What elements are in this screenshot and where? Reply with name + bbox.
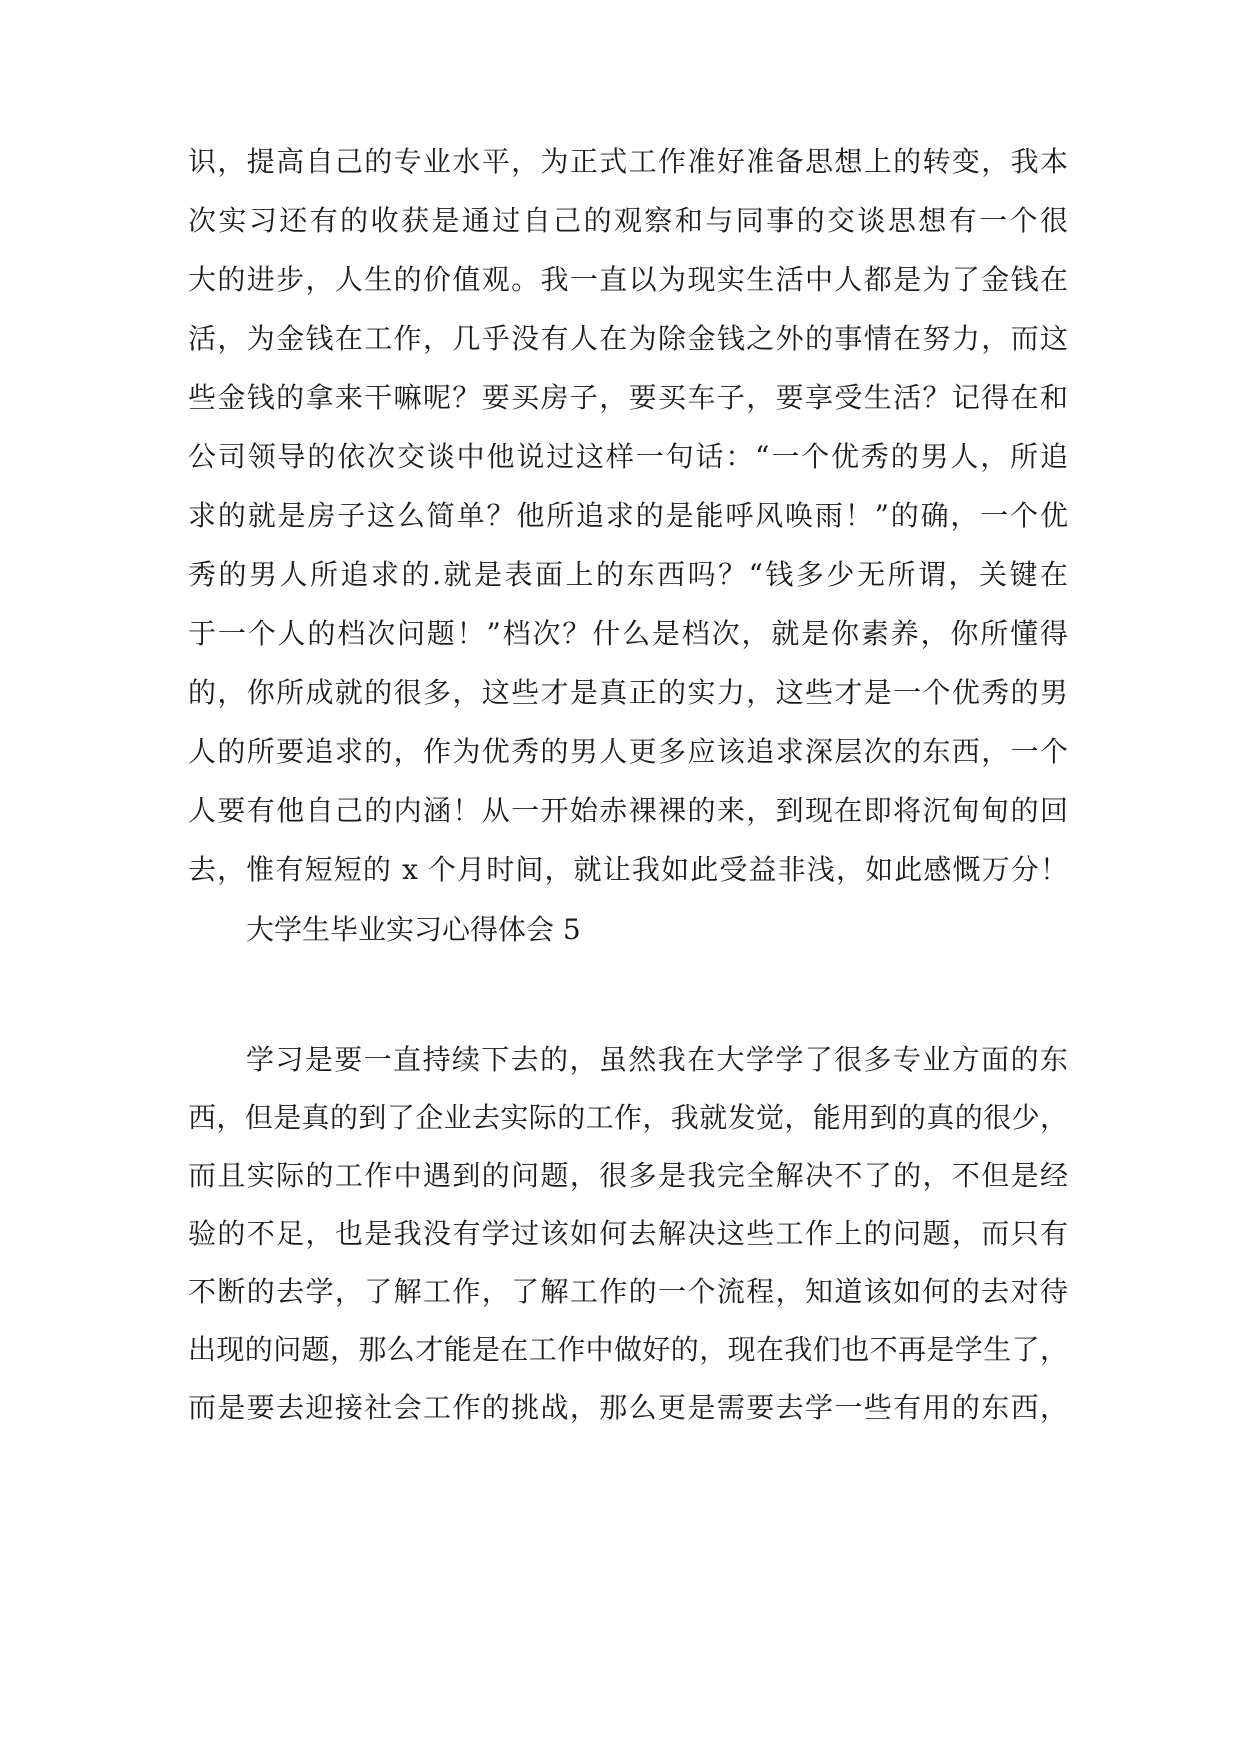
paragraph-line: 求的就是房子这么简单？他所追求的是能呼风唤雨！”的确，一个优 xyxy=(188,499,1068,532)
paragraph-line: 学习是要一直持续下去的，虽然我在大学学了很多专业方面的东 xyxy=(246,1043,1068,1076)
paragraph-line: 于一个人的档次问题！”档次？什么是档次，就是你素养，你所懂得 xyxy=(188,617,1068,650)
paragraph-line: 人的所要追求的，作为优秀的男人更多应该追求深层次的东西，一个 xyxy=(188,735,1068,768)
section-title: 大学生毕业实习心得体会 5 xyxy=(246,913,581,946)
paragraph-line: 而且实际的工作中遇到的问题，很多是我完全解决不了的，不但是经 xyxy=(188,1159,1068,1192)
paragraph-line: 出现的问题，那么才能是在工作中做好的，现在我们也不再是学生了， xyxy=(188,1333,1068,1366)
paragraph-line: 人要有他自己的内涵！从一开始赤裸裸的来，到现在即将沉甸甸的回 xyxy=(188,794,1068,827)
paragraph-line: 不断的去学，了解工作，了解工作的一个流程，知道该如何的去对待 xyxy=(188,1275,1068,1308)
paragraph-line: 些金钱的拿来干嘛呢？要买房子，要买车子，要享受生活？记得在和 xyxy=(188,381,1068,414)
paragraph-line: 活，为金钱在工作，几乎没有人在为除金钱之外的事情在努力，而这 xyxy=(188,322,1068,355)
paragraph-line: 公司领导的依次交谈中他说过这样一句话：“一个优秀的男人，所追 xyxy=(188,440,1068,473)
paragraph-line: 验的不足，也是我没有学过该如何去解决这些工作上的问题，而只有 xyxy=(188,1217,1068,1250)
paragraph-line: 的，你所成就的很多，这些才是真正的实力，这些才是一个优秀的男 xyxy=(188,676,1068,709)
paragraph-line: 大的进步，人生的价值观。我一直以为现实生活中人都是为了金钱在 xyxy=(188,263,1068,296)
paragraph-line: 西，但是真的到了企业去实际的工作，我就发觉，能用到的真的很少， xyxy=(188,1101,1068,1134)
paragraph-line: 而是要去迎接社会工作的挑战，那么更是需要去学一些有用的东西， xyxy=(188,1391,1068,1424)
paragraph-line: 次实习还有的收获是通过自己的观察和与同事的交谈思想有一个很 xyxy=(188,204,1068,237)
paragraph-line: 去，惟有短短的 x 个月时间，就让我如此受益非浅，如此感慨万分！ xyxy=(188,853,1068,886)
paragraph-line: 秀的男人所追求的.就是表面上的东西吗？“钱多少无所谓，关键在 xyxy=(188,558,1068,591)
paragraph-line: 识，提高自己的专业水平，为正式工作准好准备思想上的转变，我本 xyxy=(188,145,1068,178)
